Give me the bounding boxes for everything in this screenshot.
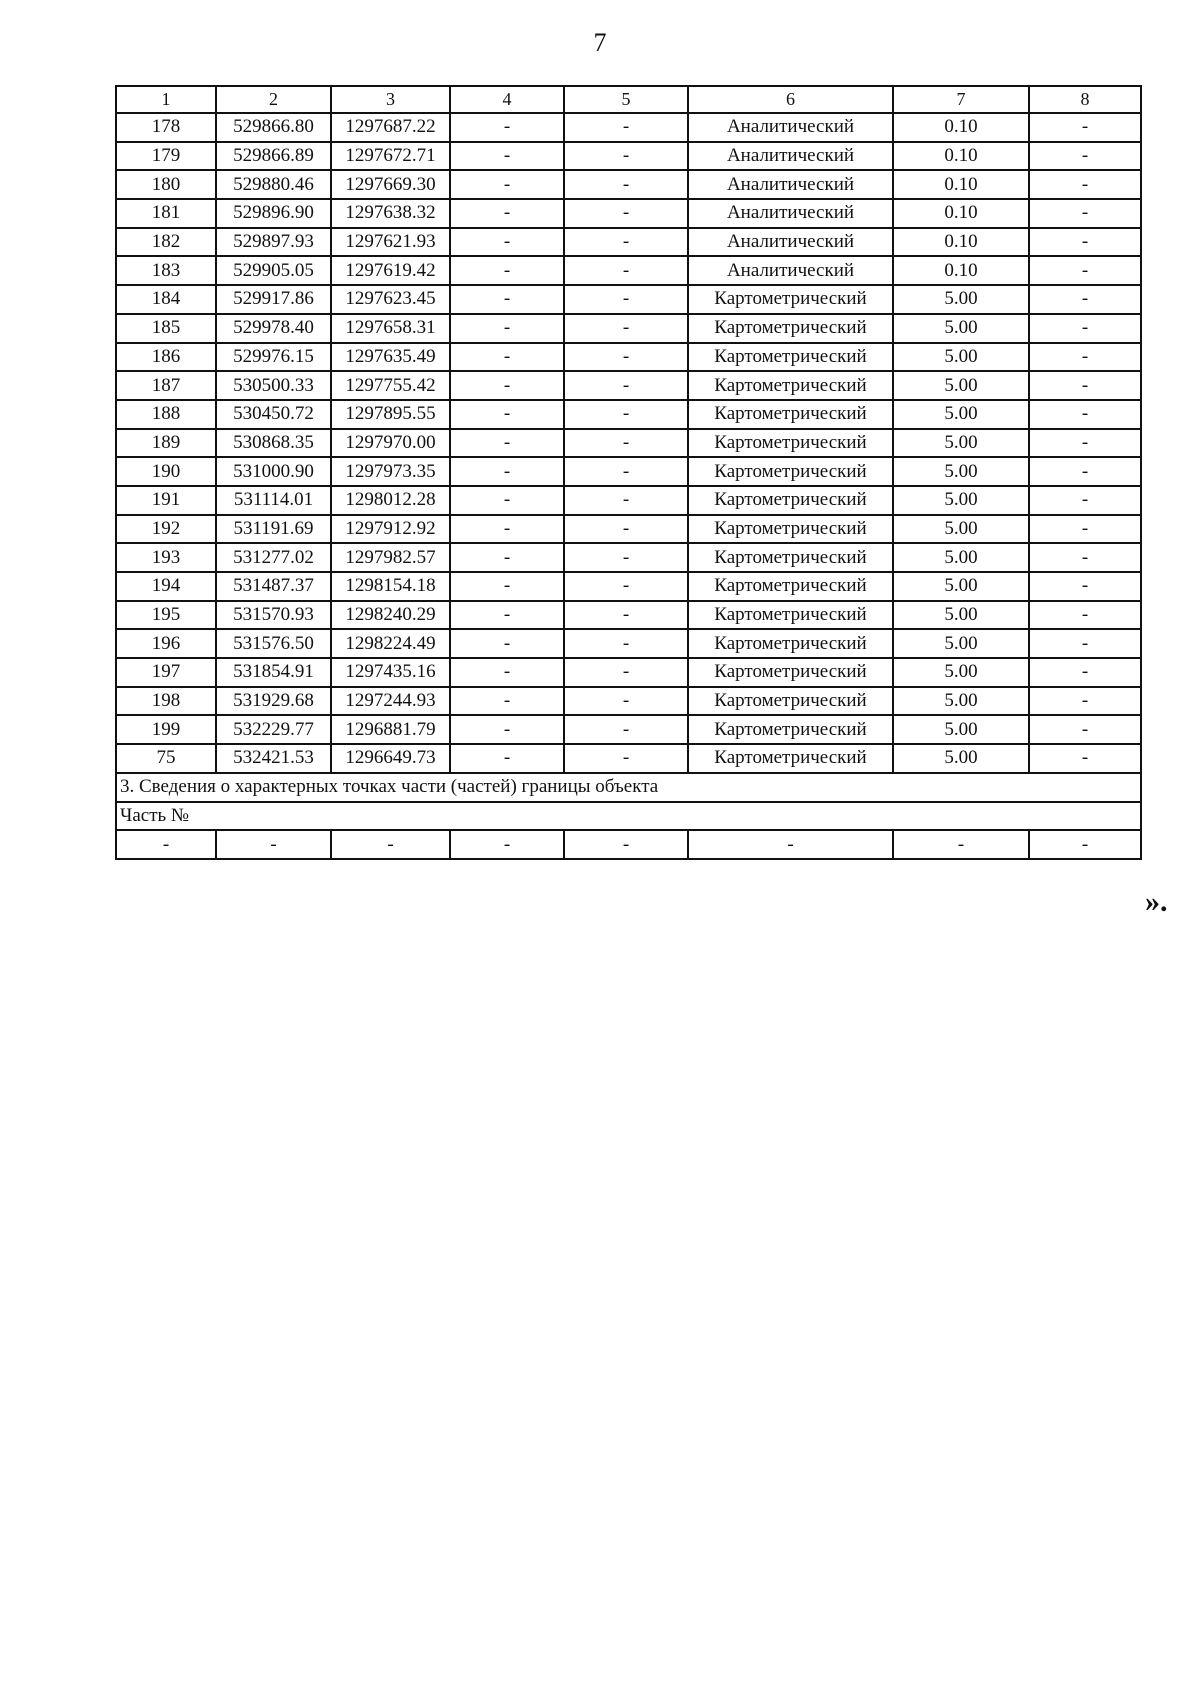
- table-cell: -: [450, 543, 564, 572]
- table-cell: 1297619.42: [331, 256, 450, 285]
- table-cell: Аналитический: [688, 113, 893, 142]
- table-row: [116, 515, 1141, 544]
- table-cell: 180: [116, 170, 216, 199]
- table-row: [116, 457, 1141, 486]
- table-cell: -: [564, 343, 688, 372]
- table-cell: 532229.77: [216, 715, 331, 744]
- table-cell: 1297982.57: [331, 543, 450, 572]
- table-cell: 1297895.55: [331, 400, 450, 429]
- table-row: [116, 629, 1141, 658]
- table-cell: 198: [116, 687, 216, 716]
- table-cell: 1296649.73: [331, 744, 450, 773]
- table-cell: 5.00: [893, 343, 1029, 372]
- table-cell: -: [450, 400, 564, 429]
- table-header-row: [116, 86, 1141, 113]
- table-cell: 184: [116, 285, 216, 314]
- table-cell: -: [450, 199, 564, 228]
- table-cell: -: [564, 371, 688, 400]
- table-cell: -: [564, 715, 688, 744]
- table-cell: -: [564, 170, 688, 199]
- table-cell: -: [1029, 343, 1141, 372]
- column-header: 4: [450, 86, 564, 113]
- table-cell: 1297687.22: [331, 113, 450, 142]
- table-cell: Картометрический: [688, 343, 893, 372]
- table-cell: 192: [116, 515, 216, 544]
- table-cell: 1298012.28: [331, 486, 450, 515]
- table-cell: -: [564, 601, 688, 630]
- table-cell: -: [450, 113, 564, 142]
- table-cell: Картометрический: [688, 515, 893, 544]
- table-cell: Картометрический: [688, 715, 893, 744]
- table-cell: Картометрический: [688, 457, 893, 486]
- table-cell: Аналитический: [688, 199, 893, 228]
- table-cell: 183: [116, 256, 216, 285]
- table-cell: -: [450, 572, 564, 601]
- table-cell: 1298224.49: [331, 629, 450, 658]
- table-row: [116, 687, 1141, 716]
- table-cell: 531191.69: [216, 515, 331, 544]
- table-cell: -: [450, 228, 564, 257]
- table-cell: -: [564, 314, 688, 343]
- table-cell: 1296881.79: [331, 715, 450, 744]
- table-cell: -: [450, 515, 564, 544]
- table-cell: 532421.53: [216, 744, 331, 773]
- table-cell: -: [564, 744, 688, 773]
- table-cell: -: [1029, 629, 1141, 658]
- table-cell: -: [1029, 314, 1141, 343]
- table-cell: -: [1029, 830, 1141, 859]
- table-cell: 0.10: [893, 170, 1029, 199]
- column-header: 8: [1029, 86, 1141, 113]
- table-row: [116, 543, 1141, 572]
- table-cell: 530868.35: [216, 429, 331, 458]
- table-cell: -: [450, 601, 564, 630]
- table-row: [116, 285, 1141, 314]
- table-cell: 0.10: [893, 142, 1029, 171]
- table-cell: -: [1029, 285, 1141, 314]
- table-row: [116, 314, 1141, 343]
- table-cell: 1298154.18: [331, 572, 450, 601]
- table-cell: 0.10: [893, 228, 1029, 257]
- table-cell: 190: [116, 457, 216, 486]
- table-cell: 531114.01: [216, 486, 331, 515]
- table-cell: -: [1029, 170, 1141, 199]
- table-cell: -: [216, 830, 331, 859]
- table-cell: Картометрический: [688, 314, 893, 343]
- table-cell: 5.00: [893, 400, 1029, 429]
- table-cell: 5.00: [893, 629, 1029, 658]
- table-cell: 529976.15: [216, 343, 331, 372]
- table-cell: 5.00: [893, 715, 1029, 744]
- table-cell: 1297244.93: [331, 687, 450, 716]
- table-cell: -: [450, 457, 564, 486]
- table-cell: 5.00: [893, 515, 1029, 544]
- table-cell: -: [1029, 228, 1141, 257]
- table-row: [116, 170, 1141, 199]
- table-cell: Картометрический: [688, 486, 893, 515]
- table-cell: Картометрический: [688, 285, 893, 314]
- table-cell: 199: [116, 715, 216, 744]
- table-cell: 529896.90: [216, 199, 331, 228]
- table-cell: 191: [116, 486, 216, 515]
- table-cell: -: [564, 400, 688, 429]
- table-cell: 529917.86: [216, 285, 331, 314]
- table-cell: 189: [116, 429, 216, 458]
- table-cell: 178: [116, 113, 216, 142]
- table-cell: 531576.50: [216, 629, 331, 658]
- table-cell: -: [1029, 715, 1141, 744]
- coordinates-table: [115, 85, 1142, 860]
- table-cell: 1297435.16: [331, 658, 450, 687]
- table-cell: -: [688, 830, 893, 859]
- table-cell: -: [1029, 572, 1141, 601]
- table-cell: -: [564, 228, 688, 257]
- table-cell: -: [564, 429, 688, 458]
- table-cell: 5.00: [893, 457, 1029, 486]
- table-cell: -: [564, 543, 688, 572]
- table-cell: Аналитический: [688, 170, 893, 199]
- table-cell: 179: [116, 142, 216, 171]
- table-cell: -: [450, 170, 564, 199]
- table-cell: 0.10: [893, 113, 1029, 142]
- table-cell: -: [331, 830, 450, 859]
- table-cell: 529866.89: [216, 142, 331, 171]
- table-cell: -: [450, 314, 564, 343]
- table-row: [116, 601, 1141, 630]
- column-header: 3: [331, 86, 450, 113]
- table-cell: 1297623.45: [331, 285, 450, 314]
- column-header: 7: [893, 86, 1029, 113]
- table-cell: -: [1029, 371, 1141, 400]
- table-cell: 529978.40: [216, 314, 331, 343]
- table-cell: 531570.93: [216, 601, 331, 630]
- table-cell: -: [564, 687, 688, 716]
- table-row: [116, 343, 1141, 372]
- table-cell: 0.10: [893, 256, 1029, 285]
- table-cell: 5.00: [893, 601, 1029, 630]
- table-row: [116, 572, 1141, 601]
- table-cell: Аналитический: [688, 228, 893, 257]
- table-cell: -: [564, 486, 688, 515]
- table-cell: Картометрический: [688, 429, 893, 458]
- table-cell: -: [564, 830, 688, 859]
- table-cell: -: [564, 457, 688, 486]
- table-cell: -: [1029, 457, 1141, 486]
- table-cell: Картометрический: [688, 400, 893, 429]
- table-row: [116, 715, 1141, 744]
- table-cell: 531277.02: [216, 543, 331, 572]
- table-cell: -: [450, 142, 564, 171]
- table-cell: 1298240.29: [331, 601, 450, 630]
- closing-quote-mark: ».: [1145, 885, 1168, 918]
- table-cell: Картометрический: [688, 543, 893, 572]
- table-cell: Картометрический: [688, 744, 893, 773]
- table-row: [116, 429, 1141, 458]
- table-cell: 1297638.32: [331, 199, 450, 228]
- table-cell: 529866.80: [216, 113, 331, 142]
- table-cell: 5.00: [893, 486, 1029, 515]
- section-title: 3. Сведения о характерных точках части (частей) границы объекта: [116, 773, 1141, 802]
- table-cell: -: [450, 256, 564, 285]
- table-cell: 5.00: [893, 371, 1029, 400]
- table-row: [116, 142, 1141, 171]
- table-cell: -: [1029, 199, 1141, 228]
- table-cell: 530450.72: [216, 400, 331, 429]
- part-label: Часть №: [116, 802, 1141, 831]
- table-cell: -: [564, 572, 688, 601]
- table-cell: -: [1029, 515, 1141, 544]
- table-cell: 1297973.35: [331, 457, 450, 486]
- table-cell: 197: [116, 658, 216, 687]
- table-cell: 1297621.93: [331, 228, 450, 257]
- table-cell: -: [450, 629, 564, 658]
- table-cell: 5.00: [893, 687, 1029, 716]
- table-cell: 531854.91: [216, 658, 331, 687]
- table-cell: -: [564, 629, 688, 658]
- column-header: 2: [216, 86, 331, 113]
- section-title-row: [116, 773, 1141, 802]
- table-cell: Аналитический: [688, 142, 893, 171]
- table-cell: 1297658.31: [331, 314, 450, 343]
- table-cell: -: [1029, 543, 1141, 572]
- table-cell: 187: [116, 371, 216, 400]
- table-cell: 529905.05: [216, 256, 331, 285]
- table-cell: -: [450, 486, 564, 515]
- table-cell: -: [1029, 400, 1141, 429]
- table-row: [116, 228, 1141, 257]
- table-cell: 5.00: [893, 658, 1029, 687]
- table-cell: 5.00: [893, 314, 1029, 343]
- table-cell: -: [1029, 486, 1141, 515]
- table-cell: -: [450, 371, 564, 400]
- table-cell: 182: [116, 228, 216, 257]
- table-row: [116, 400, 1141, 429]
- table-cell: -: [564, 285, 688, 314]
- empty-row: [116, 830, 1141, 859]
- table-cell: 1297912.92: [331, 515, 450, 544]
- table-cell: -: [564, 113, 688, 142]
- table-cell: Картометрический: [688, 658, 893, 687]
- table-row: [116, 486, 1141, 515]
- table-cell: -: [1029, 744, 1141, 773]
- table-row: [116, 658, 1141, 687]
- table-row: [116, 371, 1141, 400]
- table-cell: -: [1029, 601, 1141, 630]
- table-cell: -: [450, 658, 564, 687]
- table-cell: -: [450, 687, 564, 716]
- table-cell: Картометрический: [688, 371, 893, 400]
- table-cell: 5.00: [893, 543, 1029, 572]
- table-cell: -: [564, 199, 688, 228]
- table-row: [116, 199, 1141, 228]
- table-cell: -: [893, 830, 1029, 859]
- table-cell: 181: [116, 199, 216, 228]
- column-header: 1: [116, 86, 216, 113]
- table-cell: -: [564, 142, 688, 171]
- table-cell: -: [450, 830, 564, 859]
- column-header: 5: [564, 86, 688, 113]
- table-cell: 75: [116, 744, 216, 773]
- table-cell: -: [450, 285, 564, 314]
- table-cell: 529897.93: [216, 228, 331, 257]
- table-cell: -: [1029, 687, 1141, 716]
- table-cell: -: [116, 830, 216, 859]
- table-row: [116, 744, 1141, 773]
- part-label-row: [116, 802, 1141, 831]
- table-cell: 529880.46: [216, 170, 331, 199]
- table-cell: 0.10: [893, 199, 1029, 228]
- table-cell: -: [1029, 142, 1141, 171]
- table-cell: 531487.37: [216, 572, 331, 601]
- table-row: [116, 256, 1141, 285]
- table-cell: 188: [116, 400, 216, 429]
- table-cell: 5.00: [893, 285, 1029, 314]
- table-cell: -: [450, 715, 564, 744]
- table-cell: Картометрический: [688, 687, 893, 716]
- table-cell: 196: [116, 629, 216, 658]
- table-cell: 195: [116, 601, 216, 630]
- table-cell: 1297635.49: [331, 343, 450, 372]
- table-cell: -: [564, 256, 688, 285]
- table-cell: 531000.90: [216, 457, 331, 486]
- table-cell: -: [564, 658, 688, 687]
- table-cell: -: [450, 429, 564, 458]
- page-number: 7: [593, 28, 607, 57]
- table-cell: -: [1029, 429, 1141, 458]
- table-cell: 194: [116, 572, 216, 601]
- table-cell: -: [1029, 113, 1141, 142]
- table-cell: -: [450, 343, 564, 372]
- table-cell: 1297970.00: [331, 429, 450, 458]
- table-cell: Картометрический: [688, 629, 893, 658]
- table-cell: 186: [116, 343, 216, 372]
- table-cell: -: [564, 515, 688, 544]
- table-cell: 193: [116, 543, 216, 572]
- table-cell: 530500.33: [216, 371, 331, 400]
- table-cell: Картометрический: [688, 601, 893, 630]
- table-cell: 1297672.71: [331, 142, 450, 171]
- table-cell: -: [1029, 256, 1141, 285]
- table-cell: 185: [116, 314, 216, 343]
- table-cell: 531929.68: [216, 687, 331, 716]
- table-cell: Аналитический: [688, 256, 893, 285]
- table-cell: 5.00: [893, 429, 1029, 458]
- table-cell: -: [1029, 658, 1141, 687]
- table-cell: 1297755.42: [331, 371, 450, 400]
- table-cell: 1297669.30: [331, 170, 450, 199]
- table-cell: 5.00: [893, 744, 1029, 773]
- table-cell: Картометрический: [688, 572, 893, 601]
- table-row: [116, 113, 1141, 142]
- table-cell: -: [450, 744, 564, 773]
- column-header: 6: [688, 86, 893, 113]
- table-cell: 5.00: [893, 572, 1029, 601]
